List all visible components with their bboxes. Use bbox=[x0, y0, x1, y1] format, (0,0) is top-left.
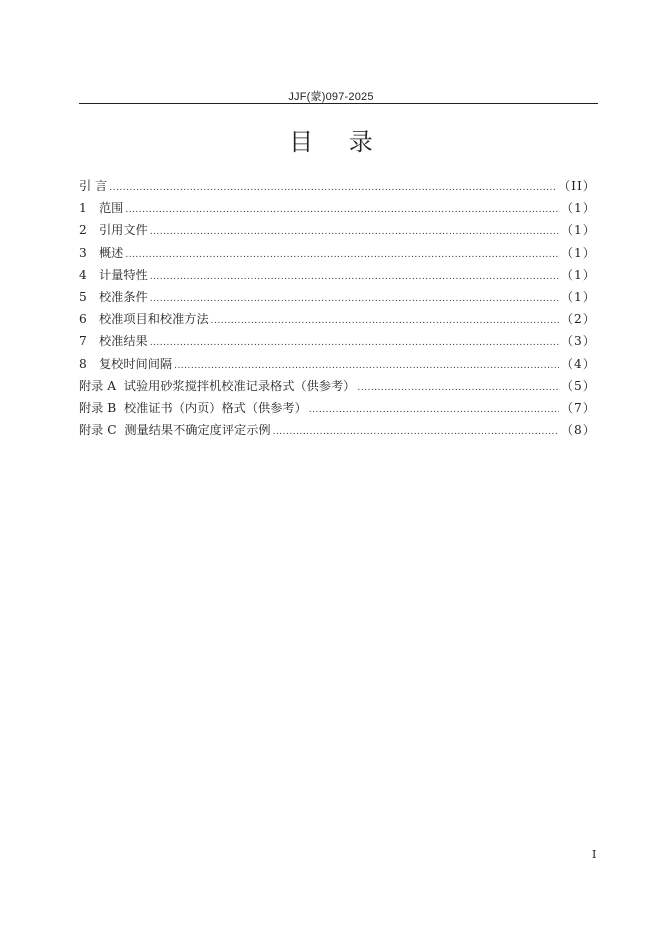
toc-entry-appendix-b[interactable] bbox=[79, 399, 596, 421]
toc-leader-dots bbox=[125, 250, 559, 260]
toc-entry-references[interactable] bbox=[79, 221, 596, 243]
toc-leader-dots bbox=[125, 205, 559, 215]
toc-leader-dots bbox=[309, 405, 559, 415]
toc-entry-page: （1） bbox=[560, 267, 596, 282]
toc-entry-appendix-c[interactable] bbox=[79, 421, 596, 443]
toc-leader-dots bbox=[150, 227, 559, 237]
toc-entry-introduction[interactable] bbox=[79, 177, 596, 199]
page-number: I bbox=[592, 848, 597, 861]
toc-entry-label: 2 引用文件 bbox=[79, 223, 148, 238]
toc-entry-overview[interactable] bbox=[79, 244, 596, 266]
toc-entry-label: 3 概述 bbox=[79, 245, 124, 260]
toc-entry-label: 7 校准结果 bbox=[79, 334, 148, 349]
toc-entry-page: （7） bbox=[560, 400, 596, 415]
toc-leader-dots bbox=[273, 427, 559, 437]
toc-entry-page: （3） bbox=[560, 334, 596, 349]
toc-leader-dots bbox=[109, 183, 556, 193]
toc-entry-label: 1 范围 bbox=[79, 201, 124, 216]
toc-entry-label: 附录 C 测量结果不确定度评定示例 bbox=[79, 423, 271, 438]
toc-leader-dots bbox=[174, 361, 559, 371]
toc-entry-page: （2） bbox=[560, 312, 596, 327]
toc-title: 目 录 bbox=[289, 128, 387, 156]
toc-entry-label: 5 校准条件 bbox=[79, 289, 148, 304]
toc-entry-calibration-results[interactable] bbox=[79, 332, 596, 354]
toc-entry-page: （1） bbox=[560, 245, 596, 260]
toc-entry-page: （1） bbox=[560, 223, 596, 238]
toc-entry-page: （8） bbox=[560, 423, 596, 438]
toc-entry-page: （1） bbox=[560, 201, 596, 216]
toc-entry-label: 4 计量特性 bbox=[79, 267, 148, 282]
toc-leader-dots bbox=[211, 316, 559, 326]
toc-entry-label: 6 校准项目和校准方法 bbox=[79, 312, 209, 327]
toc-entry-calibration-items-methods[interactable] bbox=[79, 310, 596, 332]
toc-entry-metrological-characteristics[interactable] bbox=[79, 266, 596, 288]
toc-entry-page: （5） bbox=[560, 378, 596, 393]
document-code: JJF(蒙)097-2025 bbox=[288, 91, 374, 103]
toc-entry-label: 引 言 bbox=[79, 179, 108, 193]
toc-leader-dots bbox=[357, 383, 558, 393]
toc-entry-scope[interactable] bbox=[79, 199, 596, 221]
table-of-contents bbox=[79, 177, 596, 443]
toc-leader-dots bbox=[150, 338, 559, 348]
toc-entry-page: （1） bbox=[560, 289, 596, 304]
toc-leader-dots bbox=[150, 272, 559, 282]
header-divider bbox=[79, 103, 598, 104]
toc-leader-dots bbox=[150, 294, 559, 304]
toc-entry-page: （4） bbox=[560, 356, 596, 371]
toc-entry-label: 附录 B 校准证书（内页）格式（供参考） bbox=[79, 400, 307, 415]
toc-entry-recalibration-interval[interactable] bbox=[79, 355, 596, 377]
toc-entry-label: 附录 A 试验用砂浆搅拌机校准记录格式（供参考） bbox=[79, 378, 356, 393]
toc-entry-page: （II） bbox=[557, 179, 596, 193]
toc-entry-calibration-conditions[interactable] bbox=[79, 288, 596, 310]
toc-entry-appendix-a[interactable] bbox=[79, 377, 596, 399]
toc-entry-label: 8 复校时间间隔 bbox=[79, 356, 173, 371]
